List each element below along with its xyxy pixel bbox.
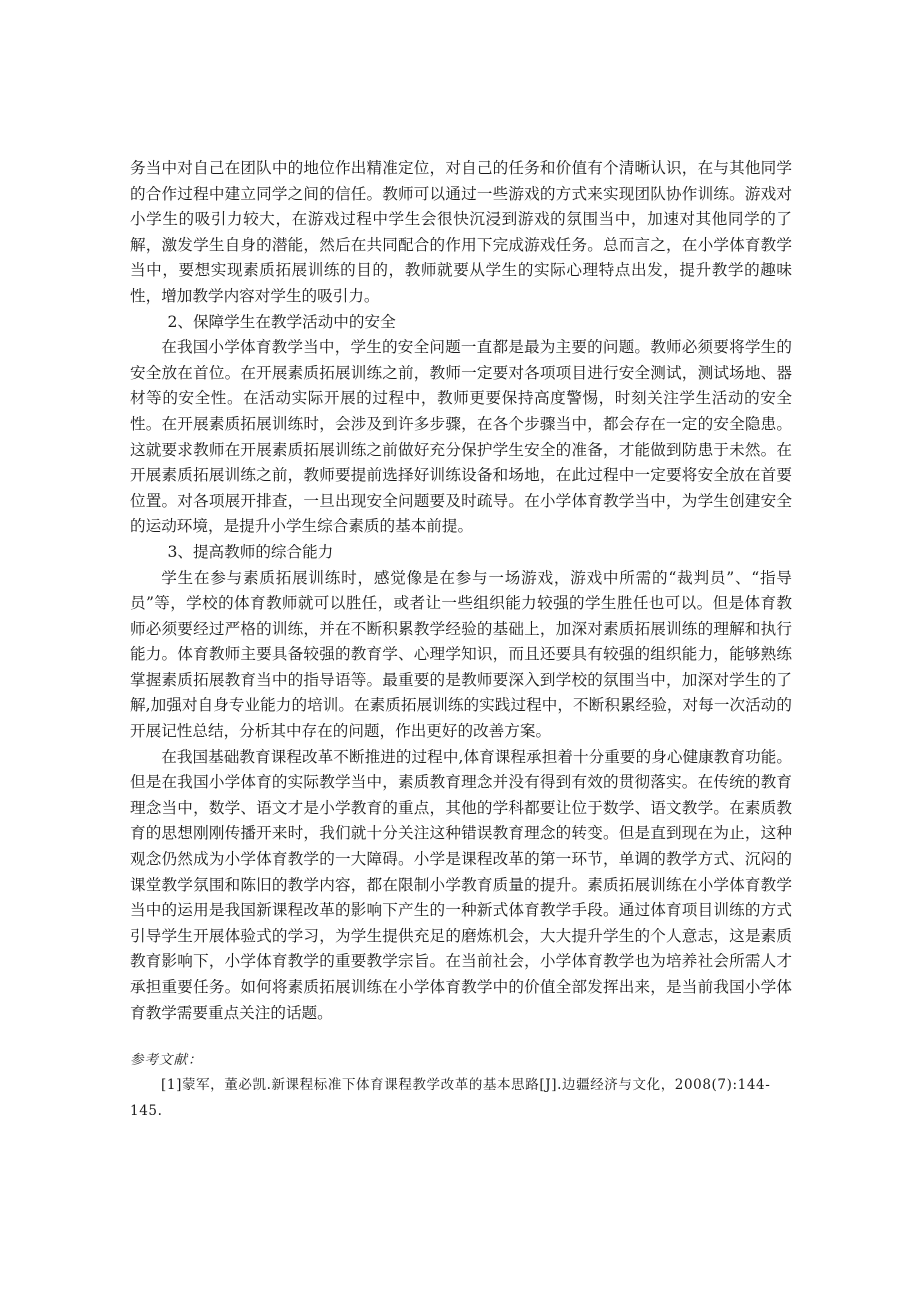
paragraph-conclusion: 在我国基础教育课程改革不断推进的过程中,体育课程承担着十分重要的身心健康教育功能。但是在我国小学体育的实际教学当中，素质教育理念并没有得到有效的贯彻落实。在传统的教育理念当中，数学、语文才是小学教育的重点，其他的学科都要让位于数学、语文教学。在素质教育的思想刚刚传播开来时，我们就十分关注这种错误教育理念的转变。但是直到现在为止，这种观念仍然成为小学体育教学的一大障碍。小学是课程改革的第一环节，单调的教学方式、沉闷的课堂教学氛围和陈旧的教学内容，都在限制小学教育质量的提升。素质拓展训练在小学体育教学当中的运用是我国新课程改革的影响下产生的一种新式体育教学手段。通过体育项目训练的方式引导学生开展体验式的学习，为学生提供充足的磨炼机会，大大提升学生的个人意志，这是素质教育影响下，小学体育教学的重要教学宗旨。在当前社会，小学体育教学也为培养社会所需人才承担重要任务。如何将素质拓展训练在小学体育教学中的价值全部发挥出来，是当前我国小学体育教学需要重点关注的话题。 [130,747,792,1022]
section-heading-teacher-ability: 3、提高教师的综合能力 [167,542,334,561]
document-body [130,156,792,1124]
reference-item: [1]蒙军，董必凯.新课程标准下体育课程教学改革的基本思路[J].边疆经济与文化，2008(7):144-145. [130,1077,771,1120]
paragraph-teacher-ability: 学生在参与素质拓展训练时，感觉像是在参与一场游戏，游戏中所需的“裁判员”、“指导员”等，学校的体育教师就可以胜任，或者让一些组织能力较强的学生胜任也可以。但是体育教师必须要经过严格的训练，并在不断积累教学经验的基础上，加深对素质拓展训练的理解和执行能力。体育教师主要具备较强的教育学、心理学知识，而且还要具有较强的组织能力，能够熟练掌握素质拓展教育当中的指导语等。最重要的是教师要深入到学校的氛围当中，加深对学生的了解,加强对自身专业能力的培训。在素质拓展训练的实践过程中，不断积累经验，对每一次活动的开展记性总结，分析其中存在的问题，作出更好的改善方案。 [130,568,792,741]
section-heading-safety: 2、保障学生在教学活动中的安全 [167,312,396,331]
references-section [130,1048,792,1124]
paragraph-teamwork: 务当中对自己在团队中的地位作出精准定位，对自己的任务和价值有个清晰认识，在与其他同学的合作过程中建立同学之间的信任。教师可以通过一些游戏的方式来实现团队协作训练。游戏对小学生的吸引力较大，在游戏过程中学生会很快沉浸到游戏的氛围当中，加速对其他同学的了解，激发学生自身的潜能，然后在共同配合的作用下完成游戏任务。总而言之，在小学体育教学当中，要想实现素质拓展训练的目的，教师就要从学生的实际心理特点出发，提升教学的趣味性，增加教学内容对学生的吸引力。 [130,159,792,305]
paragraph-safety: 在我国小学体育教学当中，学生的安全问题一直都是最为主要的问题。教师必须要将学生的安全放在首位。在开展素质拓展训练之前，教师一定要对各项项目进行安全测试，测试场地、器材等的安全性。在活动实际开展的过程中，教师更要保持高度警惕，时刻关注学生活动的安全性。在开展素质拓展训练时，会涉及到许多步骤，在各个步骤当中，都会存在一定的安全隐患。这就要求教师在开展素质拓展训练之前做好充分保护学生安全的准备，才能做到防患于未然。在开展素质拓展训练之前，教师要提前选择好训练设备和场地，在此过程中一定要将安全放在首要位置。对各项展开排查，一旦出现安全问题要及时疏导。在小学体育教学当中，为学生创建安全的运动环境，是提升小学生综合素质的基本前提。 [130,338,792,536]
references-title: 参考文献： [130,1052,203,1069]
